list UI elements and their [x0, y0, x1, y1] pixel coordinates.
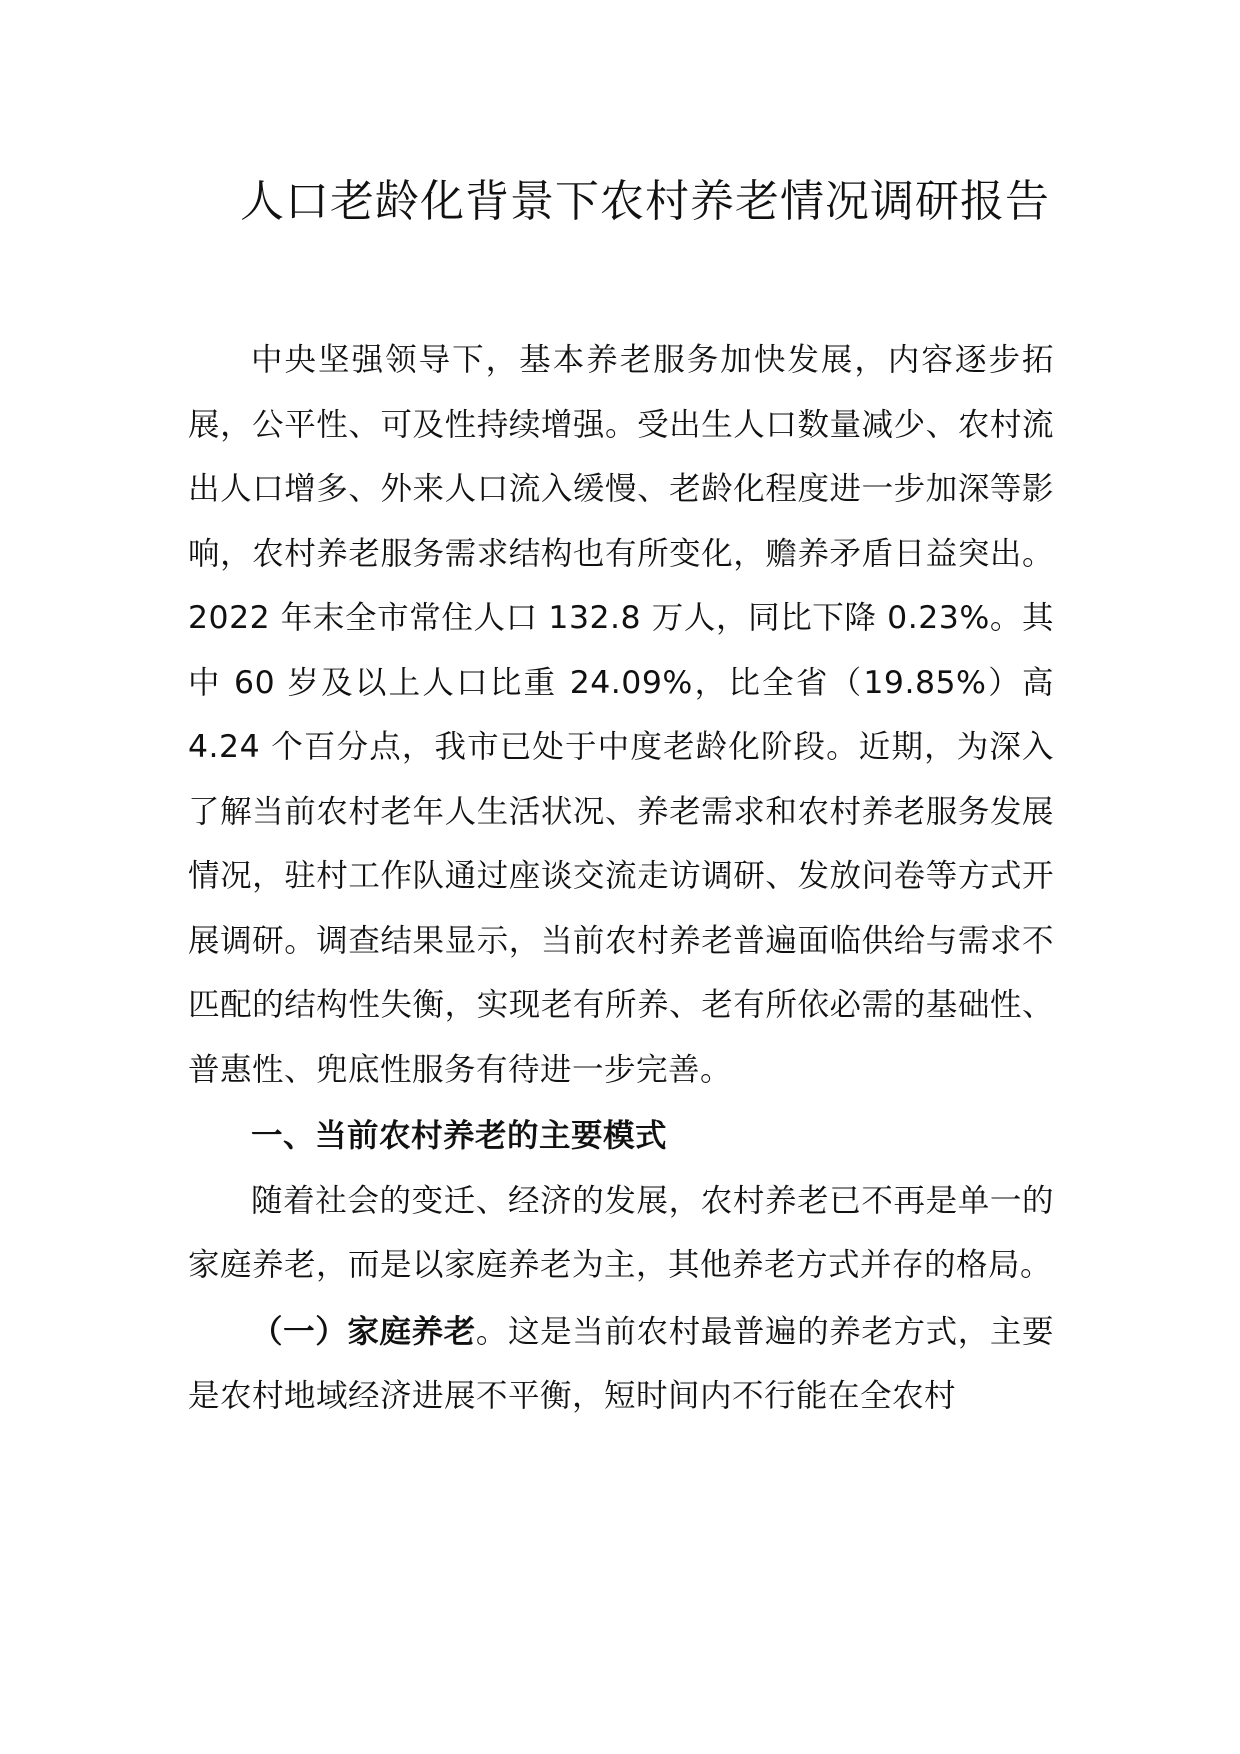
- document-body: [188, 328, 1054, 1429]
- section-heading-1: 一、当前农村养老的主要模式: [251, 1118, 668, 1154]
- section-1-paragraph: 随着社会的变迁、经济的发展，农村养老已不再是单一的家庭养老，而是以家庭养老为主，其他养老方式并存的格局。: [188, 1182, 1054, 1283]
- subsection-1-text: 。这是当前农村最普遍的养老方式，主要是农村地域经济进展不平衡，短时间内不行能在全农村: [188, 1313, 1054, 1414]
- subsection-1-lead: （一）家庭养老: [251, 1313, 476, 1350]
- document-title: 人口老龄化背景下农村养老情况调研报告: [240, 176, 1050, 227]
- intro-paragraph: 中央坚强领导下，基本养老服务加快发展，内容逐步拓展，公平性、可及性持续增强。受出生人口数量减少、农村流出人口增多、外来人口流入缓慢、老龄化程度进一步加深等影响，农村养老服务需求结构也有所变化，赡养矛盾日益突出。2022 年末全市常住人口 132.8 万人，同比下降 0.23%。其中 60 岁及以上人口比重 24.09%，比全省（19.85%）高 4.24 个百分点，我市已处于中度老龄化阶段。近期，为深入了解当前农村老年人生活状况、养老需求和农村养老服务发展情况，驻村工作队通过座谈交流走访调研、发放问卷等方式开展调研。调查结果显示，当前农村养老普遍面临供给与需求不匹配的结构性失衡，实现老有所养、老有所依必需的基础性、普惠性、兜底性服务有待进一步完善。: [188, 342, 1054, 1088]
- subsection-1-paragraph: [188, 1300, 1054, 1429]
